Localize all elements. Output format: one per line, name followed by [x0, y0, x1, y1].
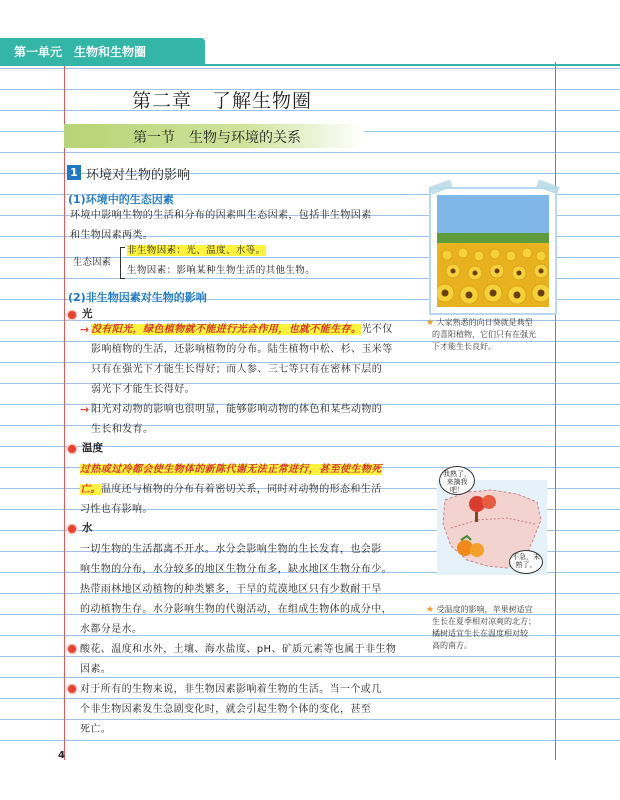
- other-line-5: 死亡。: [80, 724, 112, 735]
- brace-label: 生态因素: [73, 257, 112, 268]
- other-line-2: 因素。: [80, 664, 112, 675]
- star-icon: ★: [426, 605, 435, 615]
- temp-line-2-rest: 温度还与植物的分布有着密切关系，同时对动物的形态和生活: [100, 484, 382, 495]
- map-caption-line-4: 高的南方。: [432, 641, 472, 650]
- bullet-dot-icon: [68, 645, 76, 653]
- arrow-icon: →: [80, 323, 90, 336]
- star-icon: ★: [426, 318, 435, 328]
- photo-caption-text-1: 大家熟悉的向日葵就是典型: [436, 318, 533, 327]
- temp-line-3: 习性也有影响。: [80, 504, 153, 515]
- arrow-icon: →: [80, 403, 90, 416]
- temp-key-sentence: 过热或过冷都会使生物体的新陈代谢无法正常进行，甚至使生物死: [80, 464, 382, 475]
- other-line-1: 酸花、温度和水外，土壤、海水盐度、pH、矿质元素等也属于非生物: [80, 644, 397, 655]
- speech-bubble-orange: 不急，未熟了。: [509, 550, 543, 574]
- paragraph-line: 和生物因素两类。: [70, 230, 154, 241]
- brace-item-abiotic-text: 非生物因素：光、温度、水等。: [127, 245, 266, 256]
- sunflower-field-image: [437, 195, 549, 307]
- sunflower-photo: [429, 187, 557, 315]
- water-line-4: 的动植物生存。水分影响生物的代谢活动，在组成生物体的成分中，: [80, 604, 392, 615]
- paragraph-line: 环境中影响生物的生活和分布的因素叫生态因素，包括非生物因素: [70, 210, 372, 221]
- heading-number-badge: 1: [67, 165, 81, 180]
- factor-light: 光: [82, 308, 93, 320]
- subheading-ecological-factors: (1)环境中的生态因素: [68, 193, 174, 206]
- bullet-dot-icon: [68, 311, 76, 319]
- factor-water: 水: [82, 522, 93, 534]
- brace-item-abiotic: [127, 241, 266, 261]
- bullet-dot-icon: [68, 525, 76, 533]
- water-line-5: 水都分是水。: [80, 624, 143, 635]
- water-line-2: 响生物的分布，水分较多的地区生物分布多，缺水地区生物分布少。: [80, 564, 392, 575]
- left-margin-line: [64, 62, 65, 760]
- light-line-6: 生长和发育。: [91, 424, 154, 435]
- photo-caption-line-1: [426, 317, 533, 329]
- section-title: 第一节 生物与环境的关系: [133, 130, 301, 146]
- brace-item-biotic: 生物因素：影响某种生物生活的其他生物。: [127, 265, 316, 276]
- water-line-1: 一切生物的生活都离不开水。水分会影响生物的生长发育，也会影: [80, 544, 382, 555]
- map-caption-line-3: 橘树适宜生长在温度相对较: [432, 629, 528, 638]
- map-caption-text-1: 受温度的影响，苹果树适宜: [436, 605, 533, 614]
- light-line-2: 影响植物的生活，还影响植物的分布。陆生植物中松、杉、玉米等: [91, 344, 393, 355]
- water-line-3: 热带雨林地区动植物的种类繁多，干旱的荒漠地区只有少数耐干旱: [80, 584, 382, 595]
- light-line-5: 阳光对动物的影响也很明显，能够影响动物的体色和某些动物的: [91, 404, 383, 415]
- temp-line-2: [80, 480, 382, 500]
- other-line-4: 个非生物因素发生急剧变化时，就会引起生物个体的变化，甚至: [80, 704, 372, 715]
- china-map-illustration: [437, 470, 547, 575]
- heading-1: 环境对生物的影响: [86, 168, 191, 183]
- photo-caption-line-3: 下才能生长良好。: [432, 342, 496, 351]
- header-rule: [0, 64, 620, 66]
- bullet-dot-icon: [68, 685, 76, 693]
- bullet-dot-icon: [68, 445, 76, 453]
- light-line-3: 只有在强光下才能生长得好；而人参、三七等只有在密林下层的: [91, 364, 383, 375]
- other-line-3: 对于所有的生物来说，非生物因素影响着生物的生活。当一个或几: [80, 684, 382, 695]
- unit-label: 第一单元 生物和生物圈: [14, 45, 147, 59]
- right-margin-line: [555, 62, 556, 760]
- subheading-abiotic-effects: (2)非生物因素对生物的影响: [68, 291, 207, 304]
- light-line-4: 弱光下才能生长得好。: [91, 384, 195, 395]
- temp-line-1: [80, 460, 382, 480]
- photo-caption-line-2: 的喜阳植物，它们只有在强光: [432, 330, 536, 339]
- light-line-1-rest: 光不仅: [361, 324, 393, 335]
- page-number: 4: [58, 750, 65, 761]
- sunflower-field-icon: [437, 195, 549, 307]
- map-caption-line-1: [426, 604, 533, 616]
- light-key-sentence: 没有阳光，绿色植物就不能进行光合作用，也就不能生存。: [91, 324, 362, 335]
- page-bottom-margin: [0, 760, 620, 800]
- chapter-title: 第二章 了解生物圈: [132, 90, 313, 112]
- speech-bubble-apple: 我熟了，来摘我吧！: [439, 466, 475, 495]
- light-line-1: [91, 320, 393, 340]
- brace: [120, 247, 125, 279]
- unit-header: [0, 38, 205, 64]
- temp-key-end: 亡。: [80, 484, 101, 495]
- map-caption-line-2: 生长在夏季相对凉爽的北方；: [432, 617, 536, 626]
- factor-temperature: 温度: [82, 442, 103, 454]
